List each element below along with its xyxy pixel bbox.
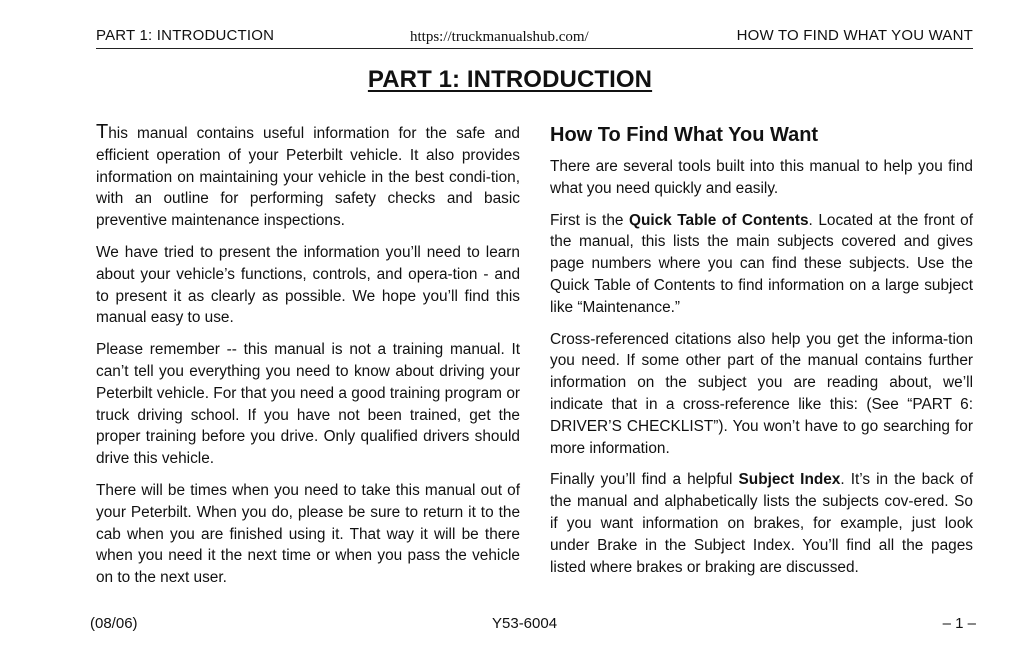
header-section-label: PART 1: INTRODUCTION <box>96 27 275 44</box>
tools-paragraph: There are several tools built into this manual to help you find what you need quickly and easily. <box>550 158 973 197</box>
presentation-paragraph: We have tried to present the information you’ll need to learn about your vehicle’s functions, controls, and opera-tion - and to present it as clearly as possible. We hope you’ll find this manual easy to use. <box>96 243 520 327</box>
page-header <box>96 26 973 49</box>
right-column <box>550 122 973 588</box>
cross-reference-paragraph: Cross-referenced citations also help you get the informa-tion you need. If some other part of the manual contains further information on the subject you are reading about, we’ll indicate that in a cross-reference like this: (See “PART 6: DRIVER’S CHECKLIST”). You won’t have to go searching for more information. <box>550 330 973 457</box>
index-text-post: . It’s in the back of the manual and alphabetically lists the subjects cov-ered. So if you want information on brakes, for example, just look under Brake in the Subject Index. You’ll find all the pages listed where brakes or braking are discussed. <box>550 471 974 576</box>
footer-page-number: – 1 – <box>942 615 976 632</box>
footer-date: (08/06) <box>90 615 138 632</box>
header-topic-label: HOW TO FIND WHAT YOU WANT <box>736 27 973 44</box>
manual-return-paragraph: There will be times when you need to take this manual out of your Peterbilt. When you do, please be sure to return it to the cab when you are finished using it. That way it will be there when you need it the next time or when you pass the vehicle on to the next user. <box>96 481 520 587</box>
left-column <box>96 122 520 599</box>
index-text-pre: Finally you’ll find a helpful <box>550 471 739 489</box>
training-notice-paragraph: Please remember -- this manual is not a training manual. It can’t tell you everything you need to know about driving your Peterbilt vehicle. For that you need a good training program or truck driving school. If you have not been trained, get the proper training before you drive. Only qualified drivers should drive this vehicle. <box>96 341 520 468</box>
page-title: PART 1: INTRODUCTION <box>367 66 653 93</box>
header-url: https://truckmanualshub.com/ <box>410 29 589 45</box>
toc-bold-term: Quick Table of Contents <box>628 211 809 229</box>
toc-text-pre: First is the <box>550 211 629 229</box>
intro-paragraph <box>96 122 520 232</box>
index-bold-term: Subject Index <box>738 471 841 489</box>
toc-text-post: . Located at the front of the manual, this lists the main subjects covered and gives page numbers where you can find these subjects. Use the Quick Table of Contents to find information on a large subject like “Maintenance.” <box>550 211 973 316</box>
subject-index-paragraph <box>550 469 973 578</box>
page-footer <box>90 615 976 635</box>
footer-document-code: Y53-6004 <box>492 615 558 632</box>
intro-paragraph-text: his manual contains useful information for the safe and efficient operation of your Peterbilt vehicle. It also provides information on maintaining your vehicle in the best condi-tion, with an outline for performing safety checks and basic preventive maintenance inspections. <box>96 125 520 230</box>
section-heading: How To Find What You Want <box>550 124 819 146</box>
table-of-contents-paragraph <box>550 210 973 319</box>
drop-cap: T <box>96 121 109 143</box>
